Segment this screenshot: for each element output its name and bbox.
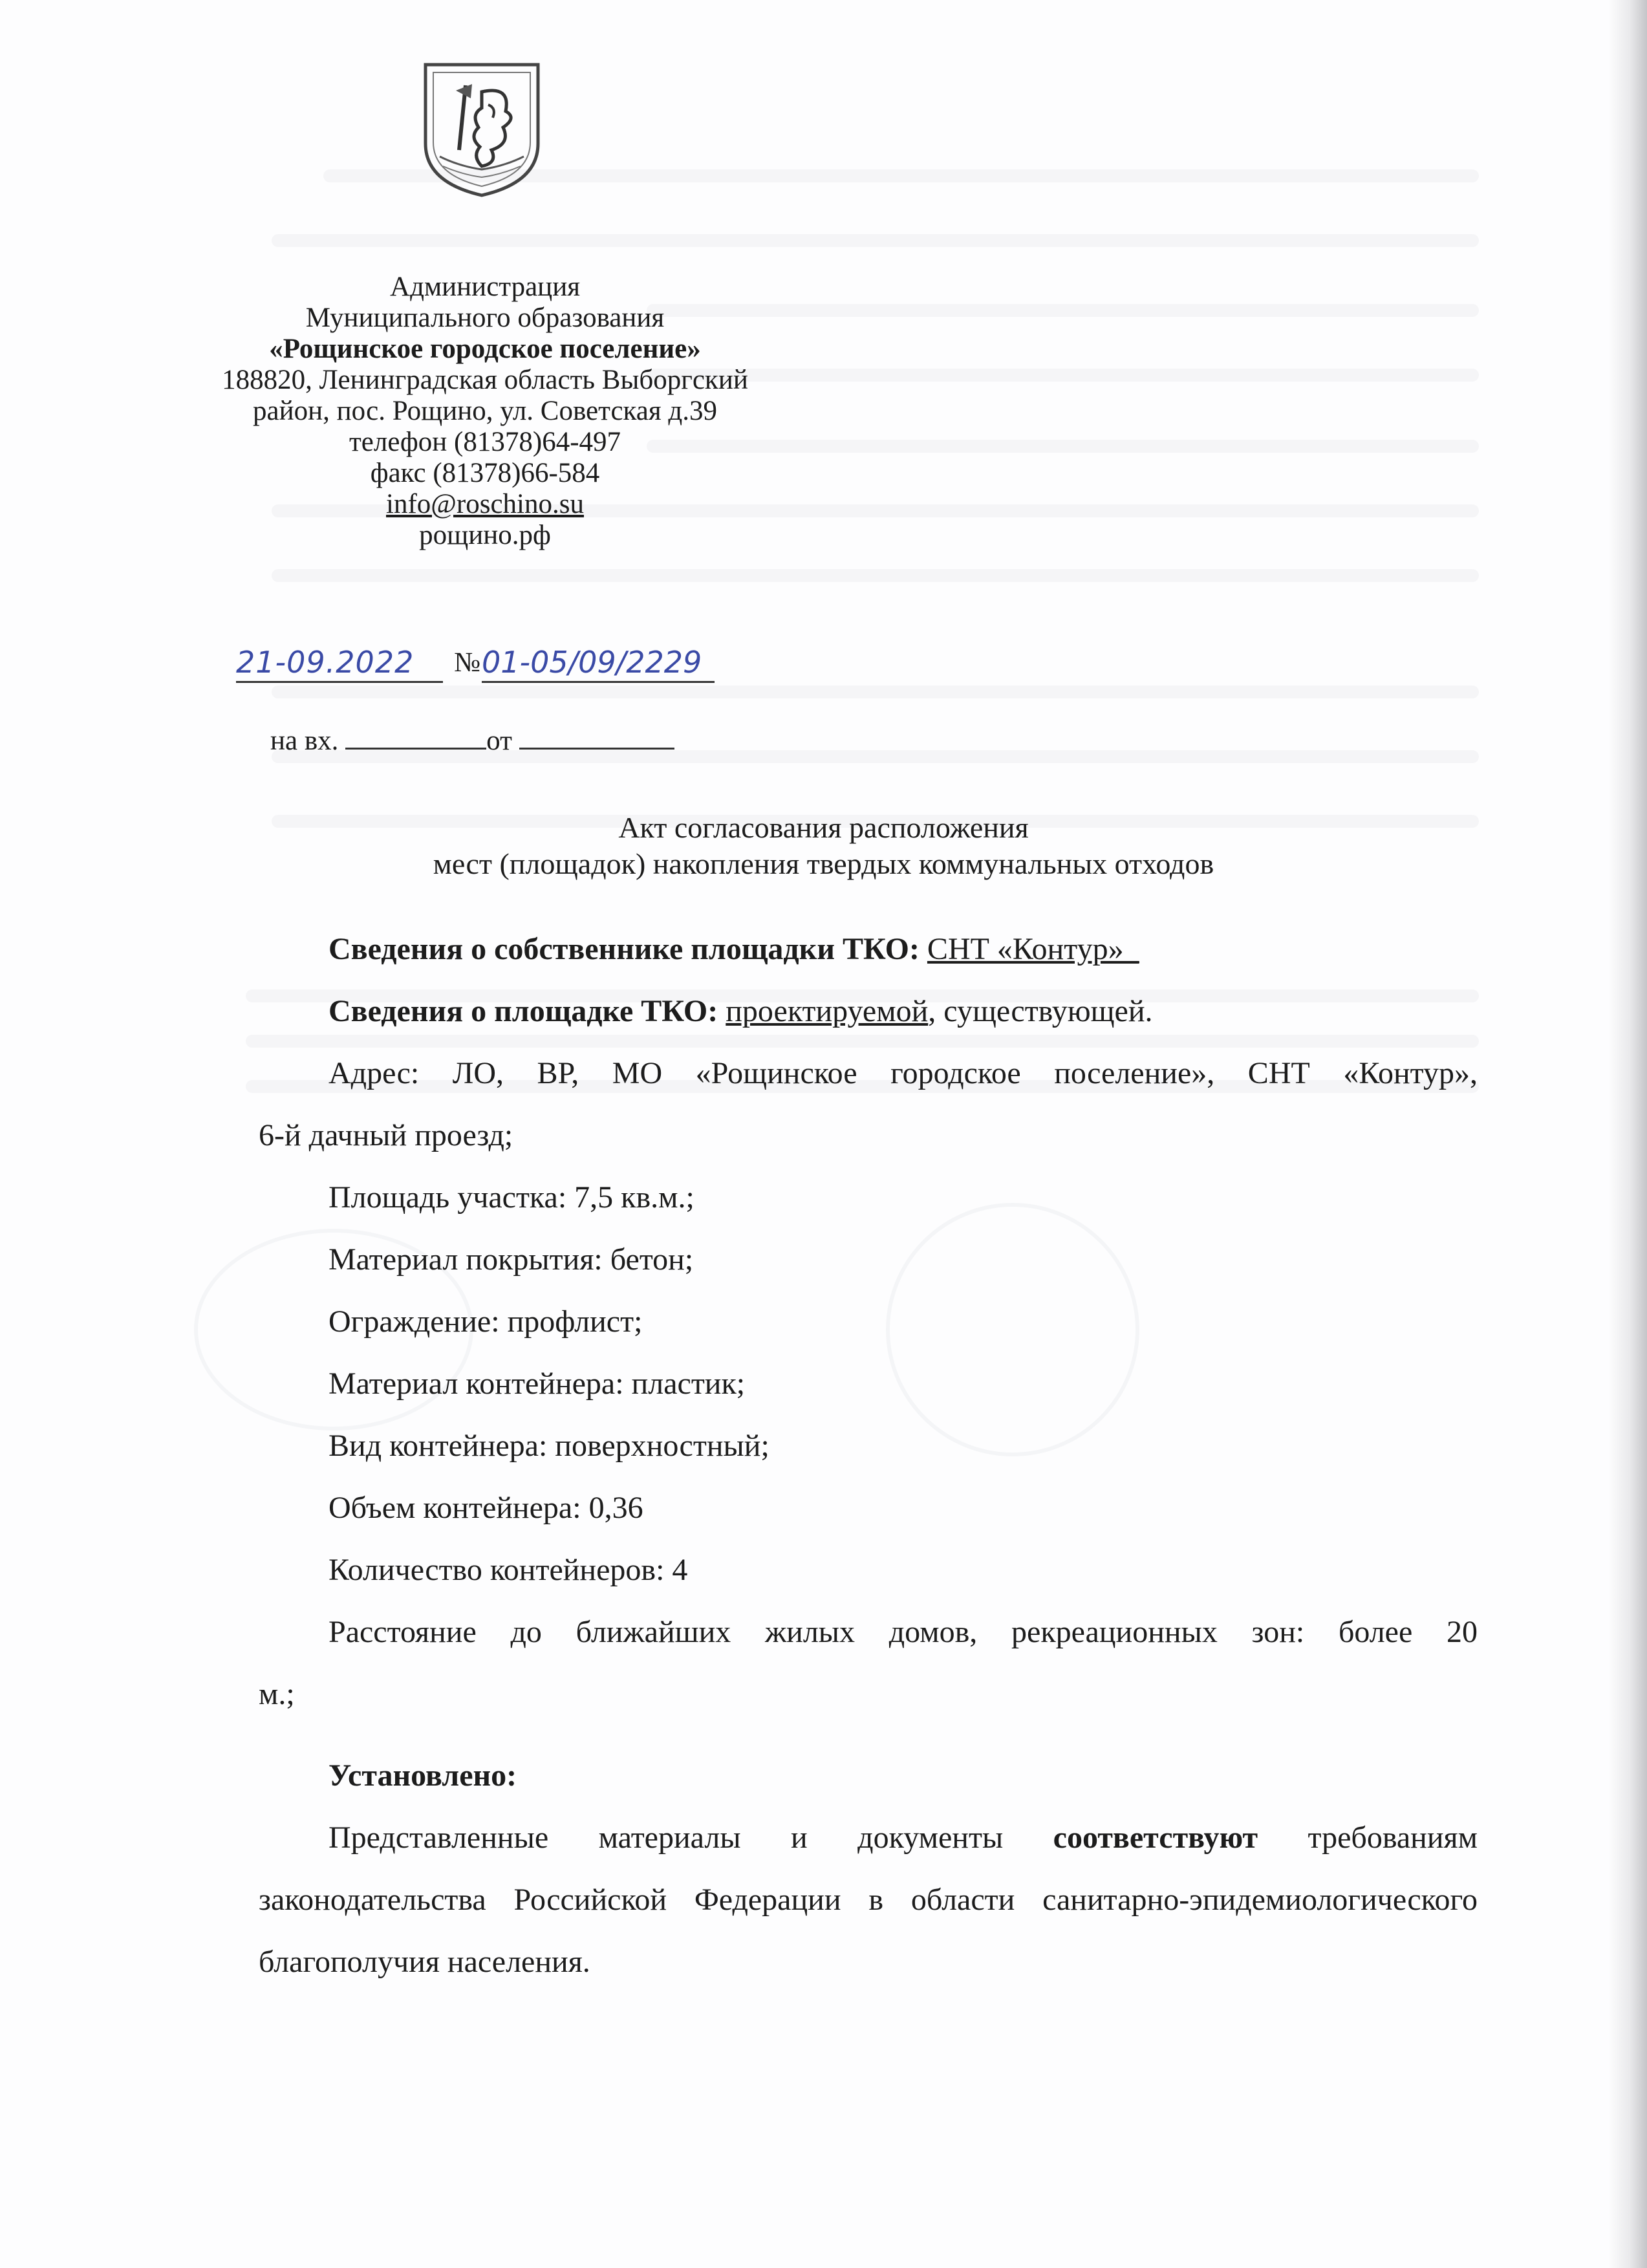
site-designed: проектируемой [726, 994, 929, 1028]
org-phone: телефон (81378)64-497 [349, 427, 621, 457]
registration-line [236, 631, 883, 692]
title-line2: мест (площадок) накопления твердых коммунальных отходов [433, 847, 1214, 880]
field-container-material: Материал контейнера: пластик; [328, 1366, 746, 1401]
established-text-bold: соответствуют [1053, 1820, 1258, 1855]
site-label: Сведения о площадке ТКО: [328, 994, 718, 1028]
incoming-date-blank [519, 719, 674, 750]
site-paragraph [259, 980, 1478, 1042]
field-fence: Ограждение: профлист; [328, 1304, 643, 1339]
org-line-administration: Администрация [390, 272, 580, 302]
org-email-link[interactable]: info@roschino.su [386, 489, 584, 519]
address-continuation: 6-й дачный проезд; [259, 1118, 513, 1152]
distance-continuation: м.; [259, 1677, 295, 1711]
document-body [259, 918, 1478, 1993]
org-address-line1: 188820, Ленинградская область Выборгский [222, 365, 748, 395]
owner-paragraph [259, 918, 1478, 980]
established-text [259, 1807, 1478, 1993]
address-line: Адрес: ЛО, ВР, МО «Рощинское городское поселение», СНТ «Контур», [328, 1056, 1478, 1090]
site-existing: , существующей. [928, 994, 1153, 1028]
registration-number-value: 01-05/09/2229 [482, 643, 715, 683]
registration-number [482, 643, 947, 681]
established-text-before: Представленные материалы и документы [328, 1820, 1053, 1855]
incoming-number-blank [345, 719, 486, 750]
established-paragraph [259, 1745, 1478, 1807]
page-shadow-edge [1608, 0, 1647, 2268]
coat-of-arms-icon [420, 59, 543, 199]
field-container-count: Количество контейнеров: 4 [328, 1553, 688, 1587]
title-line1: Акт согласования расположения [618, 811, 1029, 844]
org-website: рощино.рф [419, 520, 551, 550]
document-title [129, 810, 1518, 882]
field-area: Площадь участка: 7,5 кв.м.; [328, 1180, 694, 1215]
registration-number-label: № [454, 647, 481, 678]
incoming-reference [270, 719, 674, 759]
organization-block [129, 272, 841, 551]
org-fax: факс (81378)66-584 [370, 458, 600, 488]
org-address-line2: район, пос. Рощино, ул. Советская д.39 [252, 396, 718, 426]
field-container-volume: Объем контейнера: 0,36 [328, 1491, 643, 1525]
registration-date: 21-09.2022 [236, 643, 443, 683]
field-container-type: Вид контейнера: поверхностный; [328, 1429, 770, 1463]
org-name: «Рощинское городское поселение» [269, 334, 701, 364]
owner-label: Сведения о собственнике площадки ТКО: [328, 932, 920, 966]
established-text-after: требованиям законодательства Российской Федерации в области санитарно-эпидемиологического благополучия населения. [259, 1820, 1478, 1979]
distance-line: Расстояние до ближайших жилых домов, рекреационных зон: более 20 [328, 1615, 1478, 1649]
established-label: Установлено: [328, 1758, 517, 1793]
incoming-prefix: на вх. [270, 726, 339, 756]
owner-value: СНТ «Контур»_ [927, 932, 1139, 966]
field-surface: Материал покрытия: бетон; [328, 1242, 694, 1277]
org-line-municipal: Муниципального образования [305, 303, 665, 333]
incoming-from-label: от [486, 726, 512, 756]
